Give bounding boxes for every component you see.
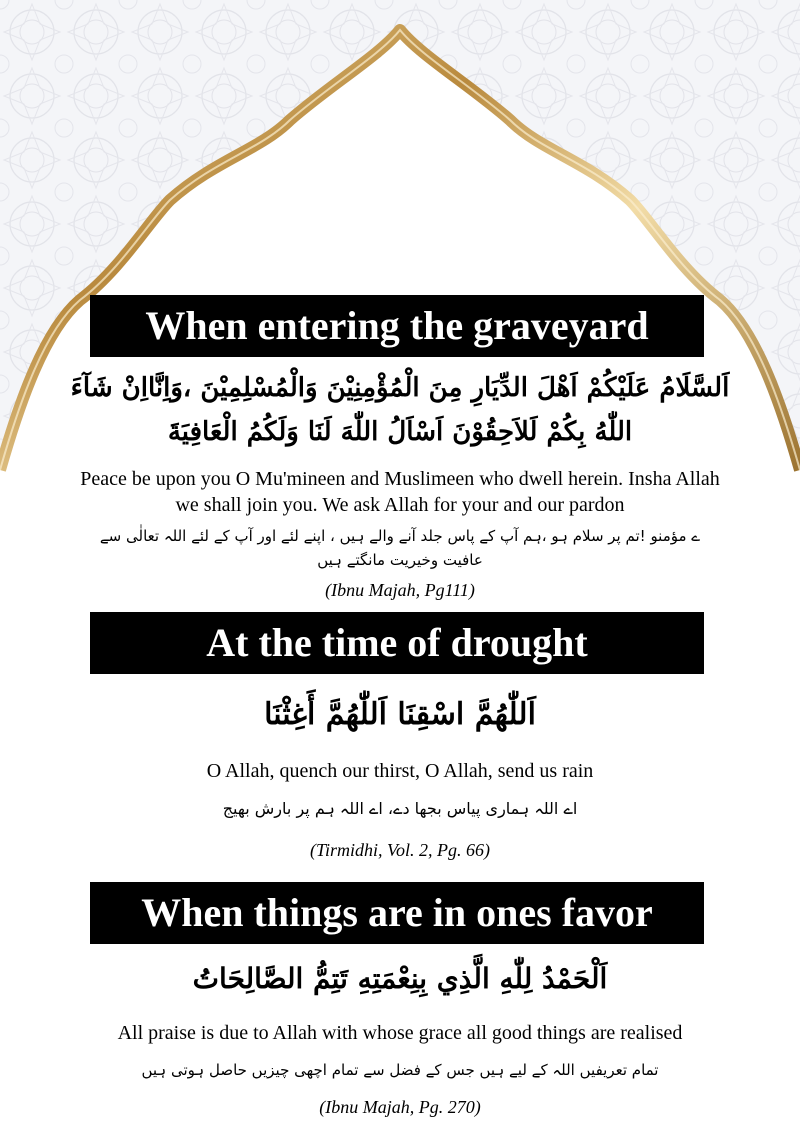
urdu-line: عافیت وخیریت مانگتے ہیں bbox=[317, 551, 483, 569]
english-translation-drought bbox=[40, 758, 760, 784]
english-line: All praise is due to Allah with whose grace all good things are realised bbox=[117, 1022, 683, 1044]
english-translation-graveyard bbox=[40, 466, 760, 518]
arabic-line: اَللّٰهُمَّ اسْقِنَا اَللّٰهُمَّ أَغِثْنَا bbox=[264, 697, 536, 732]
arabic-line: اَلسَّلَامُ عَلَيْكُمْ اَهْلَ الدِّيَارِ مِنَ الْمُؤْمِنِيْنَ وَالْمُسْلِمِيْنَ ،وَاِنَّااِنْ شَآءَ bbox=[70, 373, 730, 403]
arabic-text-favor bbox=[60, 955, 740, 1003]
heading-drought: At the time of drought bbox=[90, 612, 704, 674]
english-line: Peace be upon you O Mu'mineen and Muslimeen who dwell herein. Insha Allah bbox=[80, 468, 720, 490]
heading-favor: When things are in ones favor bbox=[90, 882, 704, 944]
urdu-line: ے مؤمنو !تم پر سلام ہو ،ہم آپ کے پاس جلد آنے والے ہیں ، اپنے لئے اور آپ کے لئے اللہ تعالٰی سے bbox=[99, 527, 701, 545]
arabic-text-graveyard bbox=[60, 366, 740, 454]
english-line: O Allah, quench our thirst, O Allah, send us rain bbox=[206, 760, 594, 782]
arabic-text-drought bbox=[60, 690, 740, 740]
arabic-line: اَلْحَمْدُ لِلّٰهِ الَّذِي بِنِعْمَتِهِ تَتِمُّ الصَّالِحَاتُ bbox=[192, 962, 608, 995]
heading-graveyard: When entering the graveyard bbox=[90, 295, 704, 357]
urdu-line: تمام تعریفیں اللہ کے لیے ہیں جس کے فضل سے تمام اچھی چیزیں حاصل ہوتی ہیں bbox=[141, 1061, 659, 1079]
urdu-translation-graveyard bbox=[50, 524, 750, 572]
english-translation-favor bbox=[40, 1020, 760, 1046]
arabic-line: اللّٰهُ بِكُمْ لَلاَحِقُوْنَ اَسْاَلُ اللّٰهَ لَنَا وَلَكُمُ الْعَافِيَةَ bbox=[167, 417, 633, 447]
urdu-translation-favor bbox=[50, 1058, 750, 1082]
urdu-line: اے اللہ ہماری پیاس بجھا دے، اے اللہ ہم پر بارش بھیج bbox=[222, 799, 578, 818]
reference-graveyard: (Ibnu Majah, Pg111) bbox=[325, 580, 475, 600]
english-line: we shall join you. We ask Allah for your and our pardon bbox=[175, 494, 625, 516]
reference-drought: (Tirmidhi, Vol. 2, Pg. 66) bbox=[309, 840, 490, 860]
urdu-translation-drought bbox=[50, 797, 750, 821]
reference-favor: (Ibnu Majah, Pg. 270) bbox=[319, 1097, 481, 1117]
